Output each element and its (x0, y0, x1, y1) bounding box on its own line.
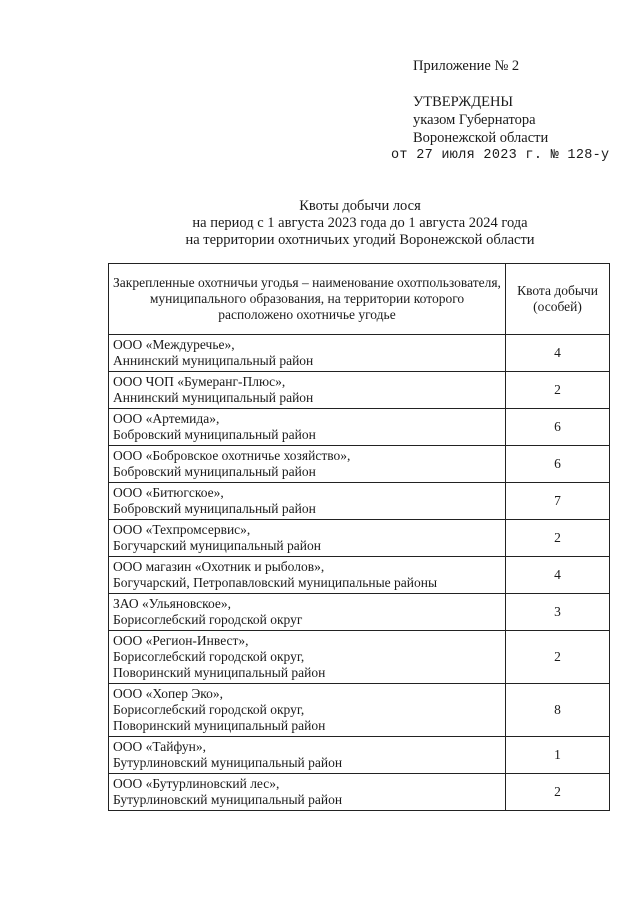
column-header-quota: Квота добычи (особей) (506, 264, 610, 335)
quota-table-body (109, 335, 610, 811)
user-name: ООО магазин «Охотник и рыболов», (113, 559, 325, 574)
hunting-ground-cell (109, 594, 506, 631)
approved-label: УТВЕРЖДЕНЫ (413, 94, 514, 110)
hunting-ground-cell (109, 409, 506, 446)
quota-value: 1 (506, 737, 610, 774)
hunting-ground-cell (109, 737, 506, 774)
quota-value: 7 (506, 483, 610, 520)
table-header-row (109, 264, 610, 335)
table-row (109, 737, 610, 774)
table-row (109, 631, 610, 684)
hunting-ground-cell (109, 446, 506, 483)
approval-block (391, 93, 610, 165)
municipality-name: Поворинский муниципальный район (113, 665, 326, 680)
decree-label: указом Губернатора (413, 112, 536, 128)
hunting-ground-cell (109, 335, 506, 372)
hunting-ground-cell (109, 684, 506, 737)
table-row (109, 774, 610, 811)
municipality-name: Бобровский муниципальный район (113, 464, 316, 479)
hunting-ground-cell (109, 483, 506, 520)
municipality-name: Бутурлиновский муниципальный район (113, 755, 343, 770)
hunting-ground-cell (109, 631, 506, 684)
user-name: ООО ЧОП «Бумеранг-Плюс», (113, 374, 286, 389)
quota-value: 4 (506, 335, 610, 372)
user-name: ООО «Хопер Эко», (113, 686, 224, 701)
municipality-name: Бобровский муниципальный район (113, 427, 316, 442)
quota-value: 6 (506, 409, 610, 446)
table-row (109, 594, 610, 631)
table-row (109, 335, 610, 372)
municipality-name: Борисоглебский городской округ, (113, 702, 305, 717)
quota-value: 8 (506, 684, 610, 737)
hunting-ground-cell (109, 557, 506, 594)
user-name: ООО «Бутурлиновский лес», (113, 776, 280, 791)
hunting-ground-cell (109, 774, 506, 811)
user-name: ООО «Бобровское охотничье хозяйство», (113, 448, 351, 463)
hunting-ground-cell (109, 372, 506, 409)
quota-value: 2 (506, 520, 610, 557)
user-name: ООО «Техпромсервис», (113, 522, 251, 537)
user-name: ООО «Артемида», (113, 411, 220, 426)
municipality-name: Борисоглебский городской округ (113, 612, 303, 627)
municipality-name: Аннинский муниципальный район (113, 390, 314, 405)
user-name: ЗАО «Ульяновское», (113, 596, 232, 611)
region-label: Воронежской области (413, 130, 549, 146)
municipality-name: Борисоглебский городской округ, (113, 649, 305, 664)
table-row (109, 684, 610, 737)
municipality-name: Богучарский, Петропавловский муниципальные районы (113, 575, 438, 590)
user-name: ООО «Битюгское», (113, 485, 224, 500)
municipality-name: Бобровский муниципальный район (113, 501, 316, 516)
quota-value: 6 (506, 446, 610, 483)
table-row (109, 557, 610, 594)
quota-value: 4 (506, 557, 610, 594)
table-row (109, 372, 610, 409)
quota-table (108, 263, 610, 811)
municipality-name: Бутурлиновский муниципальный район (113, 792, 343, 807)
municipality-name: Поворинский муниципальный район (113, 718, 326, 733)
quota-value: 3 (506, 594, 610, 631)
title-line-3: на территории охотничьих угодий Воронежской области (185, 232, 535, 248)
hunting-ground-cell (109, 520, 506, 557)
decree-date-number: от 27 июля 2023 г. № 128-у (391, 148, 610, 163)
municipality-name: Аннинский муниципальный район (113, 353, 314, 368)
municipality-name: Богучарский муниципальный район (113, 538, 321, 553)
table-row (109, 409, 610, 446)
table-row (109, 483, 610, 520)
document-title (0, 198, 640, 249)
user-name: ООО «Регион-Инвест», (113, 633, 249, 648)
user-name: ООО «Междуречье», (113, 337, 235, 352)
title-line-2: на период с 1 августа 2023 года до 1 августа 2024 года (192, 215, 528, 231)
table-row (109, 446, 610, 483)
quota-value: 2 (506, 774, 610, 811)
table-row (109, 520, 610, 557)
quota-value: 2 (506, 631, 610, 684)
column-header-hunting-ground: Закрепленные охотничьи угодья – наименование охотпользователя, муниципального образования, на территории которого расположено охотничье угодье (109, 264, 506, 335)
appendix-label: Приложение № 2 (413, 58, 520, 74)
user-name: ООО «Тайфун», (113, 739, 207, 754)
title-line-1: Квоты добычи лося (299, 198, 421, 214)
quota-value: 2 (506, 372, 610, 409)
